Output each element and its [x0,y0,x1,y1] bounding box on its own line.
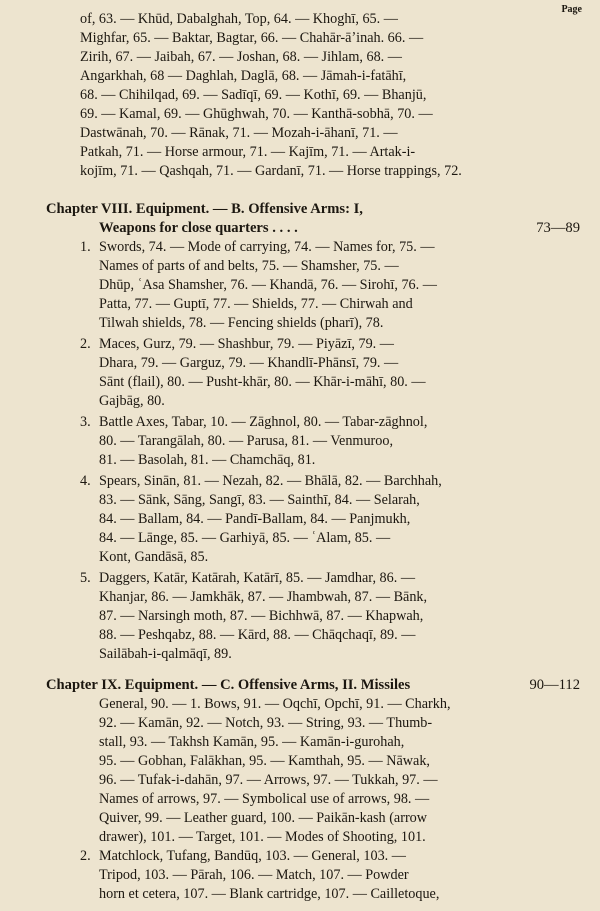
chapter-9-page-range: 90—112 [529,677,580,693]
entry-line: drawer), 101. — Target, 101. — Modes of Shooting, 101. [99,829,426,845]
entry-line: Battle Axes, Tabar, 10. — Zāghnol, 80. — Tabar-zāghnol, [99,414,428,430]
intro-line: Mighfar, 65. — Baktar, Bagtar, 66. — Chahār-āʼinah. 66. — [80,30,424,46]
item-number: 2. [80,336,91,352]
intro-line: of, 63. — Khūd, Dabalghah, Top, 64. — Khoghī, 65. — [80,11,398,27]
intro-line: 68. — Chihilqad, 69. — Sadīqī, 69. — Kothī, 69. — Bhanjū, [80,87,427,103]
item-number: 3. [80,414,91,430]
entry-line: 95. — Gobhan, Falākhan, 95. — Kamthah, 95. — Nāwak, [99,753,430,769]
intro-line: Dastwānah, 70. — Rānak, 71. — Mozah-i-āhanī, 71. — [80,125,398,141]
intro-line: kojīm, 71. — Qashqah, 71. — Gardanī, 71. — Horse trappings, 72. [80,163,462,179]
entry-line: Tripod, 103. — Pārah, 106. — Match, 107. — Powder [99,867,409,883]
entry-line: 84. — Ballam, 84. — Pandī-Ballam, 84. — Panjmukh, [99,511,411,527]
entry-line: 96. — Tufak-i-dahān, 97. — Arrows, 97. — Tukkah, 97. — [99,772,438,788]
entry-line: Daggers, Katār, Katārah, Katārī, 85. — Jamdhar, 86. — [99,570,416,586]
chapter-9-title-line-1: Chapter IX. Equipment. — C. Offensive Arms, II. Missiles [46,677,411,693]
entry-line: 80. — Tarangālah, 80. — Parusa, 81. — Venmuroo, [99,433,394,449]
entry-line: Khanjar, 86. — Jamkhāk, 87. — Jhambwah, 87. — Bānk, [99,589,428,605]
item-number: 4. [80,473,91,489]
entry-line: Sailābah-i-qalmāqī, 89. [99,646,232,662]
entry-line: 92. — Kamān, 92. — Notch, 93. — String, 93. — Thumb- [99,715,433,731]
chapter-8-title-line-1: Chapter VIII. Equipment. — B. Offensive Arms: I, [46,201,363,217]
intro-line: Patkah, 71. — Horse armour, 71. — Kajīm, 71. — Artak-i- [80,144,416,160]
item-number: 5. [80,570,91,586]
entry-line: stall, 93. — Takhsh Kamān, 95. — Kamān-i-gurohah, [99,734,405,750]
chapter-8-title-line-2: Weapons for close quarters . . . . [99,220,298,236]
entry-line: Quiver, 99. — Leather guard, 100. — Paikān-kash (arrow [99,810,428,826]
entry-line: Swords, 74. — Mode of carrying, 74. — Names for, 75. — [99,239,435,255]
intro-line: Zirih, 67. — Jaibah, 67. — Joshan, 68. — Jihlam, 68. — [80,49,402,65]
intro-line: 69. — Kamal, 69. — Ghūghwah, 70. — Kanthā-sobhā, 70. — [80,106,433,122]
entry-line: Dhūp, ʿAsa Shamsher, 76. — Khandā, 76. — Sirohī, 76. — [99,277,437,293]
item-number: 1. [80,239,91,255]
entry-line: 84. — Lānge, 85. — Garhiyā, 85. — ʿAlam, 85. — [99,530,391,546]
entry-line: 83. — Sānk, Sāng, Sangī, 83. — Sainthī, 84. — Selarah, [99,492,420,508]
page-column-label: Page [561,4,582,15]
entry-line: Maces, Gurz, 79. — Shashbur, 79. — Piyāzī, 79. — [99,336,394,352]
entry-line: 87. — Narsingh moth, 87. — Bichhwā, 87. — Khapwah, [99,608,424,624]
entry-line: General, 90. — 1. Bows, 91. — Oqchī, Opchī, 91. — Charkh, [99,696,451,712]
entry-line: Kont, Gandāsā, 85. [99,549,209,565]
item-number: 2. [80,848,91,864]
entry-line: Gajbāg, 80. [99,393,165,409]
entry-line: 88. — Peshqabz, 88. — Kārd, 88. — Chāqchaqī, 89. — [99,627,416,643]
entry-line: Sānt (flail), 80. — Pusht-khār, 80. — Khār-i-māhī, 80. — [99,374,426,390]
intro-line: Angarkhah, 68 — Daghlah, Daglā, 68. — Jāmah-i-fatāhī, [80,68,407,84]
entry-line: 81. — Basolah, 81. — Chamchāq, 81. [99,452,316,468]
entry-line: Patta, 77. — Guptī, 77. — Shields, 77. — Chirwah and [99,296,413,312]
chapter-8-page-range: 73—89 [536,220,580,236]
entry-line: Names of parts of and belts, 75. — Shamsher, 75. — [99,258,399,274]
entry-line: Matchlock, Tufang, Bandūq, 103. — General, 103. — [99,848,406,864]
entry-line: Dhara, 79. — Garguz, 79. — Khandlī-Phānsī, 79. — [99,355,399,371]
entry-line: Tilwah shields, 78. — Fencing shields (pharī), 78. [99,315,384,331]
entry-line: Names of arrows, 97. — Symbolical use of arrows, 98. — [99,791,430,807]
entry-line: horn et cetera, 107. — Blank cartridge, 107. — Cailletoque, [99,886,440,902]
entry-line: Spears, Sinān, 81. — Nezah, 82. — Bhālā, 82. — Barchhah, [99,473,442,489]
